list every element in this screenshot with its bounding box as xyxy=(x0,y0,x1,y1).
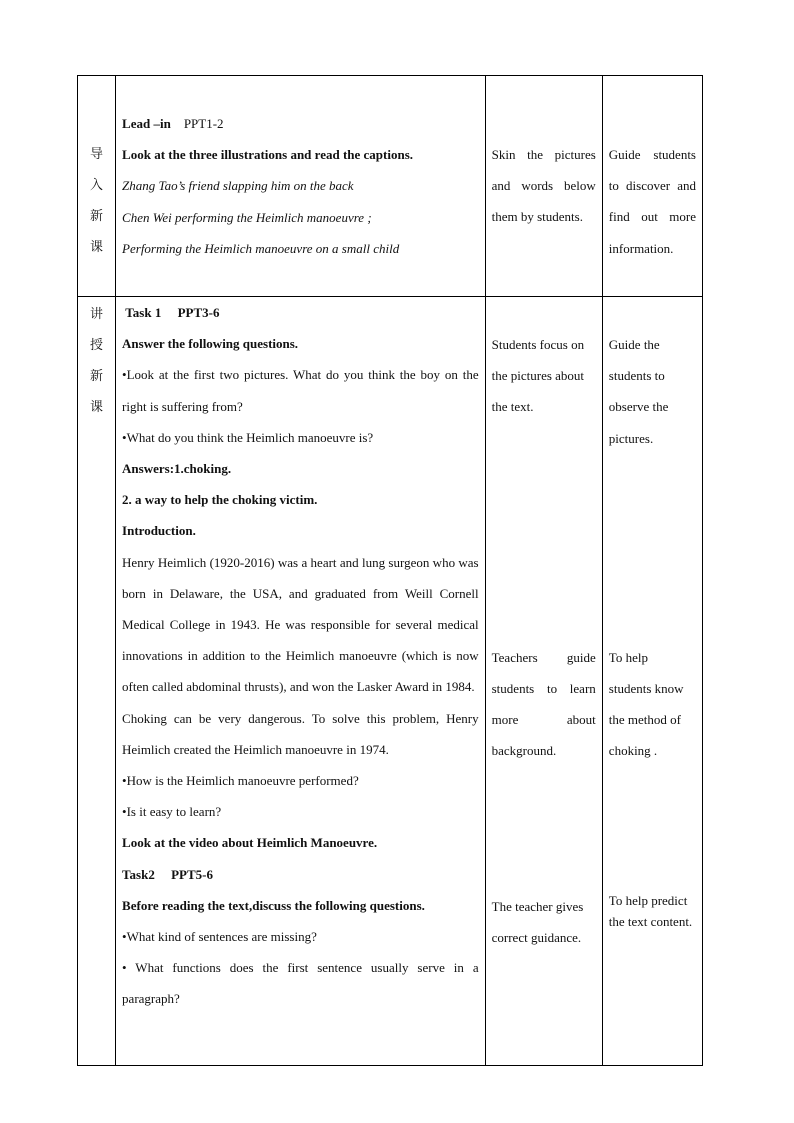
stage-char: 导 xyxy=(90,147,104,162)
task2-ppt: PPT5-6 xyxy=(171,866,213,882)
question-5: •What kind of sentences are missing? xyxy=(122,929,317,945)
answer-2: 2. a way to help the choking victim. xyxy=(122,492,318,508)
stage-char: 课 xyxy=(90,400,104,415)
stage-char: 授 xyxy=(90,338,104,353)
answer-1: Answers:1.choking. xyxy=(122,461,232,477)
purpose-1-line: observe the xyxy=(608,399,669,415)
task2-title: Task2 xyxy=(122,866,155,882)
student-activity-cell-new-lesson xyxy=(485,297,602,1066)
lead-in-title: Lead –in xyxy=(122,116,171,131)
caption-1: Zhang Tao’s friend slapping him on the back xyxy=(122,178,354,194)
purpose-3: To help predict the text content. xyxy=(608,892,693,929)
purpose-2-line: students know xyxy=(608,681,684,697)
table-row-lead-in xyxy=(78,76,703,297)
lesson-plan-table xyxy=(77,75,703,1066)
table-row-new-lesson xyxy=(78,297,703,1066)
task2-instruction: Before reading the text,discuss the following questions. xyxy=(122,897,425,913)
purpose-2-line: the method of xyxy=(608,712,682,728)
caption-3: Performing the Heimlich manoeuvre on a small child xyxy=(122,240,400,256)
choking-text: Choking can be very dangerous. To solve this problem, Henry Heimlich created the Heimlich manoeuvre in 1974. xyxy=(122,710,479,757)
stage-char: 新 xyxy=(90,209,104,224)
student-activity-1: Students focus on the pictures about the text. xyxy=(491,337,585,415)
stage-char: 讲 xyxy=(90,307,104,322)
purpose-1-line: pictures. xyxy=(608,430,654,446)
content-cell-lead-in xyxy=(116,76,486,297)
question-2: •What do you think the Heimlich manoeuvre is? xyxy=(122,429,374,445)
stage-cell-lead-in xyxy=(78,76,116,297)
student-activity-3: The teacher gives correct guidance. xyxy=(491,898,584,945)
purpose-text: Guide students to discover and find out more information. xyxy=(608,147,696,256)
task1-ppt: PPT3-6 xyxy=(177,305,220,320)
task1-title: Task 1 xyxy=(125,305,162,320)
purpose-1-line: Guide the xyxy=(608,337,660,352)
question-6: • What functions does the first sentence usually serve in a paragraph? xyxy=(122,960,479,1007)
purpose-2-line: choking . xyxy=(608,743,658,759)
introduction-text: Henry Heimlich (1920-2016) was a heart and lung surgeon who was born in Delaware, the USA, and graduated from Weill Cornell Medical College in 1943. He was responsible for several medical innovations in addition to the Heimlich manoeuvre (which is now often called abdominal thrusts), and won the Lasker Award in 1984. xyxy=(122,554,479,695)
question-1: •Look at the first two pictures. What do you think the boy on the right is suffering from? xyxy=(122,367,479,414)
student-activity-2: Teachers guide students to learn more about background. xyxy=(491,649,596,759)
student-activity-cell-lead-in xyxy=(485,76,602,297)
lead-in-instruction: Look at the three illustrations and read the captions. xyxy=(122,147,413,163)
purpose-1-line: students to xyxy=(608,368,665,384)
question-3: •How is the Heimlich manoeuvre performed? xyxy=(122,773,359,789)
student-activity-text: Skin the pictures and words below them by students. xyxy=(491,147,596,225)
stage-cell-new-lesson xyxy=(78,297,116,1066)
video-instruction: Look at the video about Heimlich Manoeuvre. xyxy=(122,835,378,851)
stage-char: 课 xyxy=(90,240,104,255)
introduction-title: Introduction. xyxy=(122,523,196,539)
lead-in-ppt: PPT1-2 xyxy=(183,116,224,131)
caption-2: Chen Wei performing the Heimlich manoeuvre ; xyxy=(122,209,372,225)
purpose-2-line: To help xyxy=(608,649,648,665)
content-cell-new-lesson xyxy=(116,297,486,1066)
task1-instruction: Answer the following questions. xyxy=(122,336,299,352)
question-4: •Is it easy to learn? xyxy=(122,804,222,820)
stage-char: 新 xyxy=(90,369,104,384)
purpose-cell-lead-in xyxy=(602,76,702,297)
stage-char: 入 xyxy=(90,178,104,193)
purpose-cell-new-lesson xyxy=(602,297,702,1066)
